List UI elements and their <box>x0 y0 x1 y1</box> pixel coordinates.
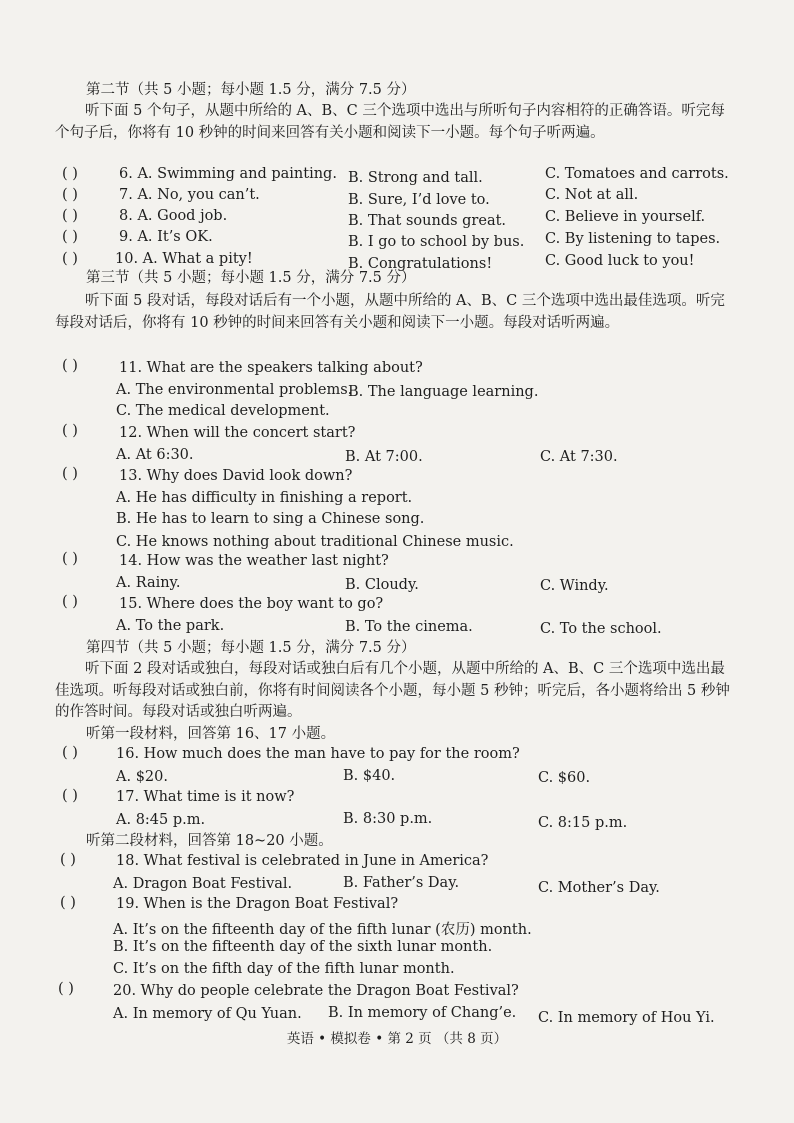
option-b: B. I go to school by bus. <box>348 234 525 250</box>
answer-blank[interactable]: ( ) <box>62 208 78 224</box>
option-b: B. At 7:00. <box>345 449 423 465</box>
question-stem: 20. Why do people celebrate the Dragon Boat Festival? <box>113 983 519 999</box>
option-b: B. In memory of Chang’e. <box>328 1005 517 1021</box>
section-3-heading: 第三节（共 5 小题；每小题 1.5 分，满分 7.5 分） <box>86 270 416 286</box>
option-a: A. It’s on the fifteenth day of the fifth lunar (农历) month. <box>113 922 532 938</box>
option-a: A. Dragon Boat Festival. <box>113 876 293 892</box>
section-2-instruction: 听下面 5 个句子，从题中所给的 A、B、C 三个选项中选出与所听句子内容相符的正确答语。听完每个句子后，你将有 10 秒钟的时间来回答有关小题和阅读下一小题。每个句子听两遍。 <box>55 103 725 141</box>
option-a: A. $20. <box>116 769 168 785</box>
material-1-label: 听第一段材料，回答第 16、17 小题。 <box>86 726 336 742</box>
answer-blank[interactable]: ( ) <box>62 229 78 245</box>
section-3-instruction: 听下面 5 段对话，每段对话后有一个小题，从题中所给的 A、B、C 三个选项中选出最佳选项。听完每段对话后，你将有 10 秒钟的时间来回答有关小题和阅读下一小题。每段对话听两遍。 <box>55 293 725 331</box>
answer-blank[interactable]: ( ) <box>62 251 78 267</box>
option-b: B. The language learning. <box>348 384 539 400</box>
option-a: 6. A. Swimming and painting. <box>119 166 337 182</box>
option-c: C. Good luck to you! <box>545 253 695 269</box>
answer-blank[interactable]: ( ) <box>62 466 78 482</box>
option-a: 10. A. What a pity! <box>115 251 253 267</box>
option-a: A. In memory of Qu Yuan. <box>113 1006 302 1022</box>
option-a: A. 8:45 p.m. <box>116 812 206 828</box>
option-b: B. He has to learn to sing a Chinese song. <box>116 511 425 527</box>
option-a: A. To the park. <box>116 618 225 634</box>
option-b: B. 8:30 p.m. <box>343 811 433 827</box>
option-c: C. Believe in yourself. <box>545 209 706 225</box>
section-4-heading: 第四节（共 5 小题；每小题 1.5 分，满分 7.5 分） <box>86 640 416 656</box>
option-c: C. By listening to tapes. <box>545 231 721 247</box>
option-c: C. It’s on the fifth day of the fifth lunar month. <box>113 961 455 977</box>
question-stem: 11. What are the speakers talking about? <box>119 360 423 376</box>
option-b: B. To the cinema. <box>345 619 473 635</box>
option-c: C. 8:15 p.m. <box>538 815 628 831</box>
option-a: A. At 6:30. <box>116 447 194 463</box>
option-b: B. Sure, I’d love to. <box>348 192 490 208</box>
option-c: C. To the school. <box>540 621 662 637</box>
answer-blank[interactable]: ( ) <box>62 551 78 567</box>
section-2-heading: 第二节（共 5 小题；每小题 1.5 分，满分 7.5 分） <box>86 82 416 98</box>
option-c: C. Windy. <box>540 578 609 594</box>
question-stem: 18. What festival is celebrated in June in America? <box>116 853 489 869</box>
answer-blank[interactable]: ( ) <box>62 594 78 610</box>
option-c: C. Not at all. <box>545 187 639 203</box>
option-a: A. Rainy. <box>116 575 181 591</box>
option-b: B. $40. <box>343 768 396 784</box>
option-c: C. At 7:30. <box>540 449 618 465</box>
option-b: B. It’s on the fifteenth day of the sixth lunar month. <box>113 939 493 955</box>
answer-blank[interactable]: ( ) <box>60 895 76 911</box>
option-c: C. Tomatoes and carrots. <box>545 166 729 182</box>
option-b: B. Strong and tall. <box>348 170 483 186</box>
option-c: C. In memory of Hou Yi. <box>538 1010 715 1026</box>
answer-blank[interactable]: ( ) <box>62 358 78 374</box>
option-a: A. He has difficulty in finishing a report. <box>116 490 413 506</box>
answer-blank[interactable]: ( ) <box>62 788 78 804</box>
question-stem: 16. How much does the man have to pay for the room? <box>116 746 520 762</box>
answer-blank[interactable]: ( ) <box>62 187 78 203</box>
section-4-instruction: 听下面 2 段对话或独白，每段对话或独白后有几个小题，从题中所给的 A、B、C 三个选项中选出最佳选项。听每段对话或独白前，你将有时间阅读各个小题，每小题 5 秒钟；听完后，各小题将给出 5 秒钟的作答时间。每段对话或独白听两遍。 <box>55 661 730 720</box>
option-a: A. The environmental problems. <box>116 382 353 398</box>
option-a: 7. A. No, you can’t. <box>119 187 260 203</box>
option-c: C. Mother’s Day. <box>538 880 660 896</box>
question-stem: 13. Why does David look down? <box>119 468 353 484</box>
option-b: B. That sounds great. <box>348 213 507 229</box>
option-b: B. Cloudy. <box>345 577 419 593</box>
question-stem: 17. What time is it now? <box>116 789 295 805</box>
option-a: 9. A. It’s OK. <box>119 229 213 245</box>
question-stem: 19. When is the Dragon Boat Festival? <box>116 896 399 912</box>
answer-blank[interactable]: ( ) <box>62 745 78 761</box>
answer-blank[interactable]: ( ) <box>62 423 78 439</box>
page-footer: 英语 • 模拟卷 • 第 2 页 （共 8 页） <box>286 1031 508 1047</box>
answer-blank[interactable]: ( ) <box>60 852 76 868</box>
question-stem: 12. When will the concert start? <box>119 425 356 441</box>
option-c: C. The medical development. <box>116 403 330 419</box>
answer-blank[interactable]: ( ) <box>58 981 74 997</box>
option-b: B. Congratulations! <box>348 256 493 272</box>
question-stem: 15. Where does the boy want to go? <box>119 596 384 612</box>
option-c: C. He knows nothing about traditional Chinese music. <box>116 534 514 550</box>
material-2-label: 听第二段材料，回答第 18~20 小题。 <box>86 833 333 849</box>
option-b: B. Father’s Day. <box>343 875 460 891</box>
answer-blank[interactable]: ( ) <box>62 166 78 182</box>
option-c: C. $60. <box>538 770 591 786</box>
question-stem: 14. How was the weather last night? <box>119 553 389 569</box>
option-a: 8. A. Good job. <box>119 208 228 224</box>
